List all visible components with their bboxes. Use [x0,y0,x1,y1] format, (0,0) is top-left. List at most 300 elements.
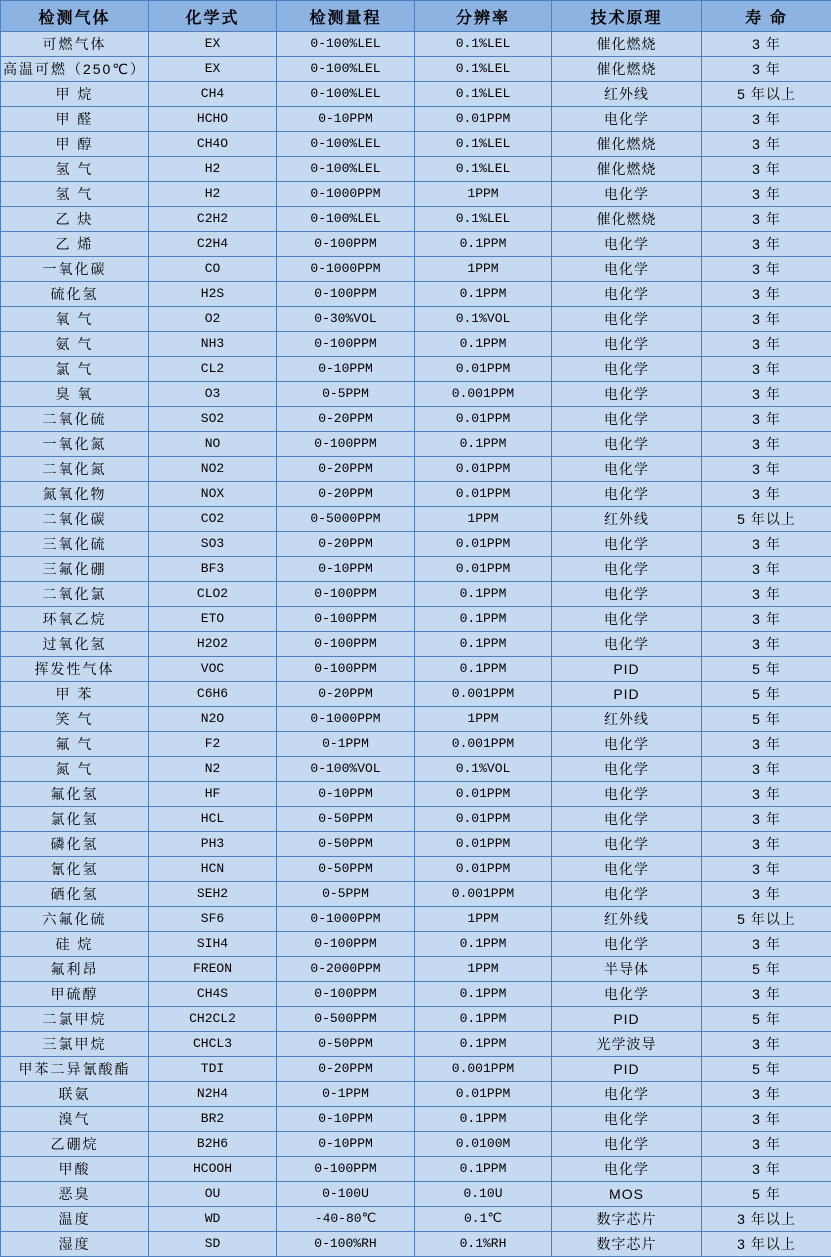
table-row [1,682,831,707]
table-row [1,1007,831,1032]
cell-formula: SD [149,1232,277,1257]
cell-lifetime: 3 年 [702,832,831,857]
cell-range: 0-1PPM [277,1082,415,1107]
cell-principle: 电化学 [552,1157,702,1182]
cell-resolution: 0.0100M [415,1132,552,1157]
cell-lifetime: 5 年以上 [702,907,831,932]
cell-range: 0-100%RH [277,1232,415,1257]
cell-resolution: 0.01PPM [415,107,552,132]
table-row [1,357,831,382]
table-row [1,382,831,407]
cell-lifetime: 3 年 [702,607,831,632]
table-row [1,657,831,682]
cell-formula: HF [149,782,277,807]
cell-formula: NOX [149,482,277,507]
cell-formula: SO3 [149,532,277,557]
cell-range: 0-1PPM [277,732,415,757]
cell-principle: 红外线 [552,907,702,932]
cell-formula: N2O [149,707,277,732]
table-body [1,32,831,1257]
cell-gas: 三氧化硫 [1,532,149,557]
table-row [1,1182,831,1207]
cell-formula: SIH4 [149,932,277,957]
cell-principle: 催化燃烧 [552,57,702,82]
cell-principle: 电化学 [552,257,702,282]
cell-principle: 催化燃烧 [552,32,702,57]
cell-formula: HCN [149,857,277,882]
cell-principle: 催化燃烧 [552,157,702,182]
table-row [1,282,831,307]
cell-resolution: 0.001PPM [415,682,552,707]
cell-gas: 氢 气 [1,182,149,207]
cell-principle: 电化学 [552,232,702,257]
cell-resolution: 0.01PPM [415,407,552,432]
cell-lifetime: 3 年以上 [702,1207,831,1232]
cell-resolution: 0.1%LEL [415,207,552,232]
cell-principle: 电化学 [552,882,702,907]
cell-range: 0-10PPM [277,1132,415,1157]
cell-formula: CH4S [149,982,277,1007]
cell-lifetime: 5 年 [702,657,831,682]
column-header-resolution: 分辨率 [415,1,552,32]
column-header-lifetime: 寿 命 [702,1,831,32]
cell-gas: 联氨 [1,1082,149,1107]
cell-range: 0-50PPM [277,1032,415,1057]
cell-range: 0-10PPM [277,557,415,582]
cell-resolution: 0.001PPM [415,382,552,407]
cell-principle: 电化学 [552,857,702,882]
cell-formula: O3 [149,382,277,407]
table-row [1,307,831,332]
table-row [1,807,831,832]
cell-resolution: 0.1PPM [415,1107,552,1132]
cell-resolution: 0.1PPM [415,982,552,1007]
cell-formula: WD [149,1207,277,1232]
cell-lifetime: 3 年 [702,32,831,57]
cell-resolution: 0.1%LEL [415,32,552,57]
cell-lifetime: 3 年 [702,457,831,482]
column-header-formula: 化学式 [149,1,277,32]
cell-range: -40-80℃ [277,1207,415,1232]
cell-principle: 电化学 [552,557,702,582]
cell-gas: 一氧化碳 [1,257,149,282]
cell-gas: 氯化氢 [1,807,149,832]
cell-formula: B2H6 [149,1132,277,1157]
cell-range: 0-5000PPM [277,507,415,532]
cell-range: 0-100PPM [277,432,415,457]
cell-formula: NO2 [149,457,277,482]
cell-gas: 二氧化氮 [1,457,149,482]
table-row [1,57,831,82]
cell-principle: 电化学 [552,182,702,207]
cell-gas: 甲 烷 [1,82,149,107]
cell-resolution: 0.01PPM [415,782,552,807]
cell-principle: 电化学 [552,432,702,457]
cell-principle: 电化学 [552,332,702,357]
cell-lifetime: 3 年 [702,307,831,332]
cell-gas: 氟化氢 [1,782,149,807]
cell-gas: 乙 烯 [1,232,149,257]
cell-lifetime: 5 年 [702,707,831,732]
table-header [1,1,831,32]
cell-principle: 电化学 [552,832,702,857]
cell-range: 0-100%LEL [277,157,415,182]
table-row [1,1207,831,1232]
cell-range: 0-20PPM [277,532,415,557]
cell-range: 0-10PPM [277,1107,415,1132]
cell-principle: 电化学 [552,782,702,807]
cell-lifetime: 3 年 [702,57,831,82]
cell-lifetime: 3 年 [702,932,831,957]
cell-range: 0-1000PPM [277,907,415,932]
cell-resolution: 0.1PPM [415,1007,552,1032]
cell-resolution: 0.1%LEL [415,57,552,82]
cell-range: 0-10PPM [277,357,415,382]
table-row [1,107,831,132]
cell-principle: 数字芯片 [552,1232,702,1257]
cell-formula: PH3 [149,832,277,857]
cell-lifetime: 5 年 [702,1007,831,1032]
cell-resolution: 0.1PPM [415,607,552,632]
cell-lifetime: 3 年 [702,232,831,257]
cell-lifetime: 3 年 [702,582,831,607]
cell-range: 0-100PPM [277,632,415,657]
table-row [1,1157,831,1182]
cell-resolution: 1PPM [415,257,552,282]
cell-resolution: 0.1PPM [415,582,552,607]
cell-lifetime: 3 年 [702,807,831,832]
cell-formula: N2H4 [149,1082,277,1107]
cell-range: 0-20PPM [277,482,415,507]
cell-range: 0-100PPM [277,232,415,257]
cell-principle: 电化学 [552,382,702,407]
cell-range: 0-20PPM [277,407,415,432]
cell-resolution: 0.1PPM [415,282,552,307]
cell-gas: 过氧化氢 [1,632,149,657]
cell-range: 0-5PPM [277,882,415,907]
cell-range: 0-1000PPM [277,257,415,282]
cell-principle: 红外线 [552,707,702,732]
cell-formula: SEH2 [149,882,277,907]
cell-principle: PID [552,657,702,682]
cell-formula: FREON [149,957,277,982]
cell-formula: C2H2 [149,207,277,232]
cell-formula: BR2 [149,1107,277,1132]
table-row [1,482,831,507]
cell-resolution: 1PPM [415,182,552,207]
cell-range: 0-5PPM [277,382,415,407]
cell-gas: 氰化氢 [1,857,149,882]
cell-resolution: 0.01PPM [415,557,552,582]
table-row [1,132,831,157]
cell-range: 0-100PPM [277,332,415,357]
cell-resolution: 0.1PPM [415,632,552,657]
cell-lifetime: 3 年 [702,207,831,232]
cell-resolution: 0.1%LEL [415,157,552,182]
cell-formula: CO2 [149,507,277,532]
cell-gas: 甲酸 [1,1157,149,1182]
cell-range: 0-20PPM [277,682,415,707]
cell-principle: 电化学 [552,532,702,557]
cell-gas: 环氧乙烷 [1,607,149,632]
cell-range: 0-500PPM [277,1007,415,1032]
cell-gas: 二氯甲烷 [1,1007,149,1032]
table-row [1,732,831,757]
cell-resolution: 1PPM [415,507,552,532]
cell-gas: 高温可燃（250℃） [1,57,149,82]
cell-gas: 硅 烷 [1,932,149,957]
column-header-principle: 技术原理 [552,1,702,32]
table-row [1,582,831,607]
table-row [1,832,831,857]
table-row [1,407,831,432]
cell-lifetime: 3 年 [702,1107,831,1132]
cell-gas: 氮 气 [1,757,149,782]
cell-resolution: 0.1PPM [415,432,552,457]
cell-resolution: 0.1%LEL [415,82,552,107]
cell-lifetime: 3 年 [702,632,831,657]
cell-lifetime: 3 年 [702,357,831,382]
cell-principle: 电化学 [552,982,702,1007]
table-row [1,957,831,982]
cell-range: 0-2000PPM [277,957,415,982]
cell-lifetime: 5 年 [702,1057,831,1082]
cell-formula: H2S [149,282,277,307]
cell-lifetime: 3 年 [702,132,831,157]
cell-resolution: 0.01PPM [415,807,552,832]
cell-formula: N2 [149,757,277,782]
cell-gas: 氟利昂 [1,957,149,982]
cell-gas: 磷化氢 [1,832,149,857]
table-row [1,207,831,232]
cell-gas: 氟 气 [1,732,149,757]
cell-gas: 六氟化硫 [1,907,149,932]
table-row [1,1232,831,1257]
cell-formula: CO [149,257,277,282]
table-row [1,1082,831,1107]
cell-lifetime: 3 年 [702,857,831,882]
table-row [1,932,831,957]
cell-gas: 氨 气 [1,332,149,357]
cell-formula: HCOOH [149,1157,277,1182]
cell-lifetime: 3 年 [702,982,831,1007]
cell-formula: SF6 [149,907,277,932]
table-row [1,1107,831,1132]
cell-principle: 电化学 [552,282,702,307]
cell-range: 0-100PPM [277,982,415,1007]
cell-formula: NH3 [149,332,277,357]
cell-resolution: 0.1%RH [415,1232,552,1257]
cell-formula: BF3 [149,557,277,582]
cell-range: 0-20PPM [277,457,415,482]
cell-principle: PID [552,1007,702,1032]
table-row [1,457,831,482]
cell-resolution: 0.01PPM [415,457,552,482]
cell-principle: 电化学 [552,107,702,132]
cell-formula: H2 [149,157,277,182]
table-row [1,782,831,807]
cell-resolution: 0.01PPM [415,857,552,882]
cell-gas: 氧 气 [1,307,149,332]
cell-resolution: 1PPM [415,907,552,932]
cell-lifetime: 3 年 [702,1032,831,1057]
cell-formula: O2 [149,307,277,332]
cell-formula: F2 [149,732,277,757]
cell-lifetime: 3 年 [702,532,831,557]
cell-gas: 乙 炔 [1,207,149,232]
cell-gas: 三氯甲烷 [1,1032,149,1057]
cell-range: 0-10PPM [277,107,415,132]
cell-principle: 电化学 [552,357,702,382]
cell-range: 0-100PPM [277,582,415,607]
cell-principle: 电化学 [552,757,702,782]
cell-lifetime: 5 年 [702,682,831,707]
cell-gas: 可燃气体 [1,32,149,57]
cell-resolution: 0.1℃ [415,1207,552,1232]
cell-gas: 氯 气 [1,357,149,382]
cell-gas: 甲 苯 [1,682,149,707]
cell-lifetime: 3 年 [702,782,831,807]
cell-lifetime: 3 年 [702,157,831,182]
cell-formula: C2H4 [149,232,277,257]
cell-lifetime: 5 年 [702,957,831,982]
table-row [1,232,831,257]
cell-resolution: 0.1PPM [415,1157,552,1182]
table-row [1,907,831,932]
cell-range: 0-100%LEL [277,57,415,82]
cell-formula: H2O2 [149,632,277,657]
cell-range: 0-100%LEL [277,32,415,57]
cell-formula: CLO2 [149,582,277,607]
cell-principle: PID [552,1057,702,1082]
cell-lifetime: 3 年 [702,282,831,307]
cell-gas: 三氟化硼 [1,557,149,582]
cell-principle: 催化燃烧 [552,207,702,232]
cell-lifetime: 3 年 [702,882,831,907]
cell-range: 0-1000PPM [277,707,415,732]
cell-gas: 甲硫醇 [1,982,149,1007]
cell-principle: PID [552,682,702,707]
cell-range: 0-50PPM [277,807,415,832]
cell-lifetime: 3 年 [702,257,831,282]
cell-principle: 电化学 [552,732,702,757]
cell-range: 0-10PPM [277,782,415,807]
cell-resolution: 0.1PPM [415,1032,552,1057]
table-row [1,982,831,1007]
cell-lifetime: 3 年 [702,1132,831,1157]
cell-formula: C6H6 [149,682,277,707]
cell-range: 0-100PPM [277,657,415,682]
cell-lifetime: 5 年 [702,1182,831,1207]
cell-lifetime: 3 年 [702,732,831,757]
cell-principle: 红外线 [552,507,702,532]
cell-resolution: 0.001PPM [415,732,552,757]
table-row [1,882,831,907]
cell-principle: 电化学 [552,582,702,607]
cell-formula: CH4 [149,82,277,107]
cell-lifetime: 5 年以上 [702,82,831,107]
cell-range: 0-100%LEL [277,132,415,157]
cell-gas: 二氧化碳 [1,507,149,532]
cell-principle: 电化学 [552,807,702,832]
cell-gas: 甲苯二异氰酸酯 [1,1057,149,1082]
cell-lifetime: 3 年以上 [702,1232,831,1257]
cell-formula: OU [149,1182,277,1207]
cell-resolution: 0.001PPM [415,882,552,907]
cell-range: 0-50PPM [277,857,415,882]
cell-principle: 电化学 [552,632,702,657]
cell-lifetime: 3 年 [702,407,831,432]
table-row [1,532,831,557]
cell-range: 0-30%VOL [277,307,415,332]
cell-lifetime: 3 年 [702,107,831,132]
cell-principle: 电化学 [552,1082,702,1107]
cell-gas: 硫化氢 [1,282,149,307]
table-row [1,607,831,632]
cell-principle: 电化学 [552,407,702,432]
cell-principle: 电化学 [552,482,702,507]
cell-principle: 电化学 [552,1132,702,1157]
table-row [1,757,831,782]
cell-resolution: 1PPM [415,957,552,982]
cell-lifetime: 3 年 [702,432,831,457]
column-header-range: 检测量程 [277,1,415,32]
cell-gas: 硒化氢 [1,882,149,907]
cell-resolution: 0.1%VOL [415,757,552,782]
cell-gas: 氮氧化物 [1,482,149,507]
cell-lifetime: 5 年以上 [702,507,831,532]
cell-gas: 挥发性气体 [1,657,149,682]
cell-formula: VOC [149,657,277,682]
table-row [1,157,831,182]
cell-principle: 半导体 [552,957,702,982]
cell-principle: 电化学 [552,307,702,332]
cell-gas: 湿度 [1,1232,149,1257]
cell-range: 0-100%LEL [277,207,415,232]
cell-range: 0-100PPM [277,607,415,632]
table-header-row [1,1,831,32]
cell-resolution: 0.10U [415,1182,552,1207]
cell-resolution: 0.1PPM [415,657,552,682]
cell-gas: 氢 气 [1,157,149,182]
table-row [1,432,831,457]
cell-resolution: 0.1PPM [415,932,552,957]
cell-range: 0-100PPM [277,932,415,957]
cell-formula: EX [149,57,277,82]
cell-resolution: 0.01PPM [415,532,552,557]
cell-range: 0-100U [277,1182,415,1207]
cell-resolution: 0.01PPM [415,832,552,857]
cell-resolution: 0.01PPM [415,482,552,507]
cell-gas: 笑 气 [1,707,149,732]
table-row [1,1132,831,1157]
cell-gas: 温度 [1,1207,149,1232]
cell-range: 0-100%VOL [277,757,415,782]
cell-resolution: 0.01PPM [415,357,552,382]
cell-principle: MOS [552,1182,702,1207]
cell-formula: H2 [149,182,277,207]
cell-formula: CH2CL2 [149,1007,277,1032]
table-row [1,82,831,107]
cell-lifetime: 3 年 [702,332,831,357]
cell-formula: CHCL3 [149,1032,277,1057]
cell-lifetime: 3 年 [702,1157,831,1182]
cell-resolution: 0.1PPM [415,332,552,357]
table-row [1,332,831,357]
cell-range: 0-100PPM [277,282,415,307]
cell-resolution: 1PPM [415,707,552,732]
table-row [1,557,831,582]
